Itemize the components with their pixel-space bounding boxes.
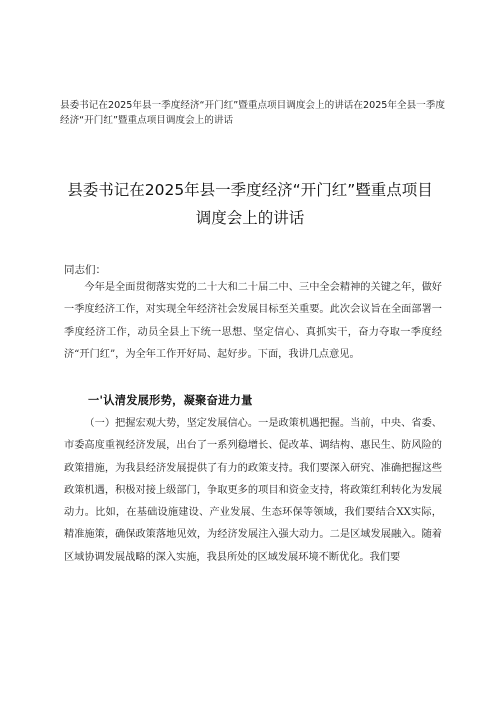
document-title-line-2: 调度会上的讲话 — [195, 209, 305, 227]
intro-paragraph: 今年是全面贯彻落实党的二十大和二十届二中、三中全会精神的关键之年，做好一季度经济工作，对实现全年经济社会发展目标至关重要。此次会议旨在全面部署一季度经济工作，动员全县上下统一思想、坚定信心、真抓实干，奋力夺取一季度经济“开门红”，为全年工作开好局、起好步。下面，我讲几点意见。 — [64, 282, 442, 360]
document-title-line-1: 县委书记在2025年县一季度经济“开门红”暨重点项目 — [67, 181, 433, 199]
section-heading-1: 一'认清发展形势，凝聚奋进力量 — [88, 394, 253, 407]
running-header-line-2: 经济“开门红”暨重点项目调度会上的讲话 — [60, 115, 234, 126]
section-1-paragraph: （一）把握宏观大势，坚定发展信心。一是政策机遇把握。当前，中央、省委、市委高度重视经济发展，出台了一系列稳增长、促改革、调结构、惠民生、防风险的政策措施，为我县经济发展提供了有力的政策支持。我们要深入研究、准确把握这些政策机遇，积极对接上级部门，争取更多的项目和资金支持，将政策红利转化为发展动力。比如，在基础设施建设、产业发展、生态环保等领域，我们要结合XX实际，精准施策，确保政策落地见效，为经济发展注入强大动力。二是区域发展融入。随着区域协调发展战略的深入实施，我县所处的区域发展环境不断优化。我们要 — [64, 418, 442, 563]
running-header-line-1: 县委书记在2025年县一季度经济“开门红”暨重点项目调度会上的讲话在2025年全县一季度 — [60, 100, 445, 111]
salutation: 同志们： — [64, 264, 106, 276]
running-header — [60, 98, 450, 128]
document-title — [40, 176, 460, 232]
